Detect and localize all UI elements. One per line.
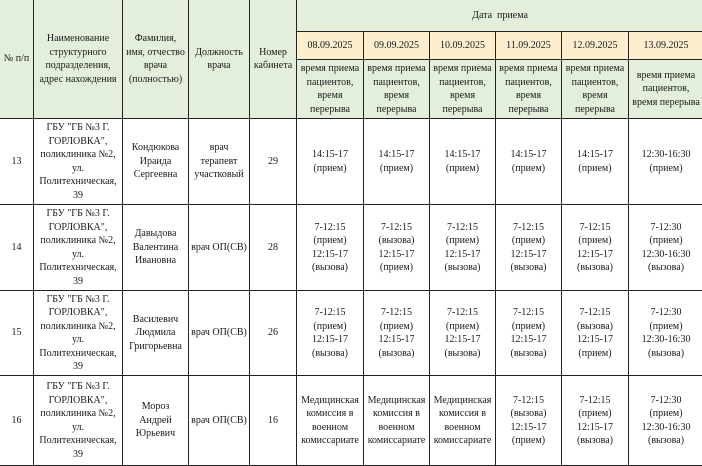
schedule-line: 7-12:30 (631, 306, 701, 320)
schedule-line: (прием) (564, 407, 626, 421)
schedule-line: (прием) (631, 407, 701, 421)
schedule-line: 7-12:15 (498, 394, 559, 408)
header-time-label: время приема пациентов, время перерыва (629, 60, 702, 119)
schedule-line: (прием) (299, 320, 361, 334)
cell-num: 14 (0, 205, 34, 291)
schedule-line: 7-12:15 (564, 221, 626, 235)
cell-schedule (629, 376, 702, 466)
cell-position: врач ОП(СВ) (189, 376, 250, 466)
schedule-line: (вызова) (498, 347, 559, 361)
cell-schedule (297, 119, 364, 205)
schedule-line: (прием) (366, 162, 427, 176)
cell-num: 16 (0, 376, 34, 466)
schedule-line: (прием) (564, 347, 626, 361)
header-date: 10.09.2025 (430, 32, 496, 60)
header-position: Должность врача (189, 0, 250, 119)
header-time-label: время приема пациентов, время перерыва (562, 60, 629, 119)
cell-schedule (496, 291, 562, 376)
schedule-line: (прием) (631, 234, 701, 248)
header-date: 08.09.2025 (297, 32, 364, 60)
schedule-line: 12:30-16:30 (631, 148, 701, 162)
cell-schedule (364, 119, 430, 205)
schedule-line: 7-12:15 (498, 221, 559, 235)
cell-schedule (364, 291, 430, 376)
cell-fio: Мороз Андрей Юрьевич (123, 376, 189, 466)
header-time-label: время приема пациентов, время перерыва (496, 60, 562, 119)
header-date: 11.09.2025 (496, 32, 562, 60)
cell-fio: Василевич Людмила Григорьевна (123, 291, 189, 376)
cell-schedule (629, 205, 702, 291)
schedule-line: 12:15-17 (366, 248, 427, 262)
cell-schedule (562, 291, 629, 376)
cell-schedule (496, 205, 562, 291)
cell-unit: ГБУ "ГБ №3 Г. ГОРЛОВКА", поликлиника №2, ул. Политехническая, 39 (34, 119, 123, 205)
schedule-line: 12:15-17 (299, 333, 361, 347)
schedule-line: (прием) (432, 162, 493, 176)
cell-unit: ГБУ "ГБ №3 Г. ГОРЛОВКА", поликлиника №2, ул. Политехническая, 39 (34, 291, 123, 376)
schedule-line: 12:30-16:30 (631, 333, 701, 347)
schedule-line: (вызова) (631, 434, 701, 448)
schedule-line: (вызова) (564, 320, 626, 334)
schedule-line: (прием) (432, 320, 493, 334)
schedule-line: 12:15-17 (564, 248, 626, 262)
schedule-line: (прием) (366, 320, 427, 334)
schedule-line: Медицинская комиссия в военном комиссариате (299, 394, 361, 448)
schedule-line: 7-12:15 (564, 394, 626, 408)
schedule-line: (вызова) (631, 261, 701, 275)
schedule-line: 7-12:15 (366, 221, 427, 235)
cell-unit: ГБУ "ГБ №3 Г. ГОРЛОВКА", поликлиника №2, ул. Политехническая, 39 (34, 205, 123, 291)
cell-schedule (297, 291, 364, 376)
schedule-line: (вызова) (498, 261, 559, 275)
cell-schedule (430, 205, 496, 291)
header-time-label: время приема пациентов, время перерыва (430, 60, 496, 119)
schedule-line: 7-12:15 (432, 221, 493, 235)
schedule-line: (вызова) (498, 407, 559, 421)
header-time-label: время приема пациентов, время перерыва (297, 60, 364, 119)
cell-position: врач терапевт участковый (189, 119, 250, 205)
schedule-line: (вызова) (564, 261, 626, 275)
cell-fio: Давыдова Валентина Ивановна (123, 205, 189, 291)
table-row (0, 291, 702, 376)
cell-position: врач ОП(СВ) (189, 291, 250, 376)
cell-schedule (297, 205, 364, 291)
schedule-line: 14:15-17 (498, 148, 559, 162)
schedule-line: Медицинская комиссия в военном комиссариате (432, 394, 493, 448)
cell-cabinet: 16 (250, 376, 297, 466)
schedule-line: (прием) (299, 162, 361, 176)
schedule-line: 14:15-17 (564, 148, 626, 162)
schedule-line: (прием) (498, 234, 559, 248)
cell-schedule (629, 119, 702, 205)
schedule-line: 12:15-17 (498, 421, 559, 435)
schedule-line: (прием) (631, 162, 701, 176)
cell-unit: ГБУ "ГБ №3 Г. ГОРЛОВКА", поликлиника №2, ул. Политехническая, 39 (34, 376, 123, 466)
header-cabinet: Номер кабинета (250, 0, 297, 119)
schedule-line: 12:15-17 (564, 333, 626, 347)
header-unit: Наименование структурного подразделения, адрес нахождения (34, 0, 123, 119)
schedule-line: (прием) (299, 234, 361, 248)
header-date: 12.09.2025 (562, 32, 629, 60)
schedule-line: (прием) (564, 162, 626, 176)
cell-schedule (629, 291, 702, 376)
cell-schedule (430, 119, 496, 205)
cell-cabinet: 29 (250, 119, 297, 205)
schedule-line: 12:15-17 (432, 248, 493, 262)
header-date: 13.09.2025 (629, 32, 702, 60)
schedule-line: 14:15-17 (366, 148, 427, 162)
table-row (0, 376, 702, 466)
schedule-line: 12:15-17 (432, 333, 493, 347)
schedule-line: 12:15-17 (366, 333, 427, 347)
schedule-line: (прием) (498, 434, 559, 448)
cell-fio: Кондюкова Ираида Сергеевна (123, 119, 189, 205)
header-date-group: Дата приема (297, 0, 702, 32)
schedule-line: (вызова) (432, 261, 493, 275)
schedule-line: Медицинская комиссия в военном комиссариате (366, 394, 427, 448)
schedule-line: (вызова) (299, 347, 361, 361)
schedule-line: (прием) (498, 162, 559, 176)
header-fio: Фамилия, имя, отчество врача (полностью) (123, 0, 189, 119)
schedule-line: (прием) (631, 320, 701, 334)
schedule-line: (вызова) (366, 347, 427, 361)
schedule-line: (вызова) (564, 434, 626, 448)
schedule-line: (прием) (564, 234, 626, 248)
cell-position: врач ОП(СВ) (189, 205, 250, 291)
schedule-line: 7-12:15 (299, 306, 361, 320)
schedule-line: 7-12:15 (498, 306, 559, 320)
cell-schedule (562, 119, 629, 205)
cell-cabinet: 26 (250, 291, 297, 376)
schedule-line: 14:15-17 (432, 148, 493, 162)
schedule-line: 12:15-17 (498, 248, 559, 262)
schedule-line: 7-12:30 (631, 394, 701, 408)
cell-schedule (364, 376, 430, 466)
cell-schedule (562, 205, 629, 291)
schedule-line: (прием) (498, 320, 559, 334)
schedule-line: 12:15-17 (564, 421, 626, 435)
schedule-line: 7-12:15 (564, 306, 626, 320)
table-row (0, 119, 702, 205)
schedule-line: (вызова) (299, 261, 361, 275)
schedule-line: 14:15-17 (299, 148, 361, 162)
schedule-line: 12:30-16:30 (631, 421, 701, 435)
cell-schedule (297, 376, 364, 466)
schedule-line: (прием) (432, 234, 493, 248)
cell-num: 13 (0, 119, 34, 205)
schedule-line: 12:15-17 (299, 248, 361, 262)
header-num: № п/п (0, 0, 34, 119)
schedule-line: (прием) (366, 261, 427, 275)
cell-schedule (562, 376, 629, 466)
schedule-line: 7-12:15 (299, 221, 361, 235)
cell-num: 15 (0, 291, 34, 376)
cell-schedule (364, 205, 430, 291)
schedule-line: (вызова) (366, 234, 427, 248)
schedule-line: 12:15-17 (498, 333, 559, 347)
schedule-line: 12:30-16:30 (631, 248, 701, 262)
cell-schedule (496, 376, 562, 466)
cell-schedule (430, 291, 496, 376)
cell-schedule (430, 376, 496, 466)
schedule-line: 7-12:15 (366, 306, 427, 320)
table-row (0, 205, 702, 291)
schedule-line: (вызова) (432, 347, 493, 361)
schedule-line: 7-12:30 (631, 221, 701, 235)
header-time-label: время приема пациентов, время перерыва (364, 60, 430, 119)
header-date: 09.09.2025 (364, 32, 430, 60)
schedule-line: (вызова) (631, 347, 701, 361)
cell-cabinet: 28 (250, 205, 297, 291)
schedule-line: 7-12:15 (432, 306, 493, 320)
cell-schedule (496, 119, 562, 205)
